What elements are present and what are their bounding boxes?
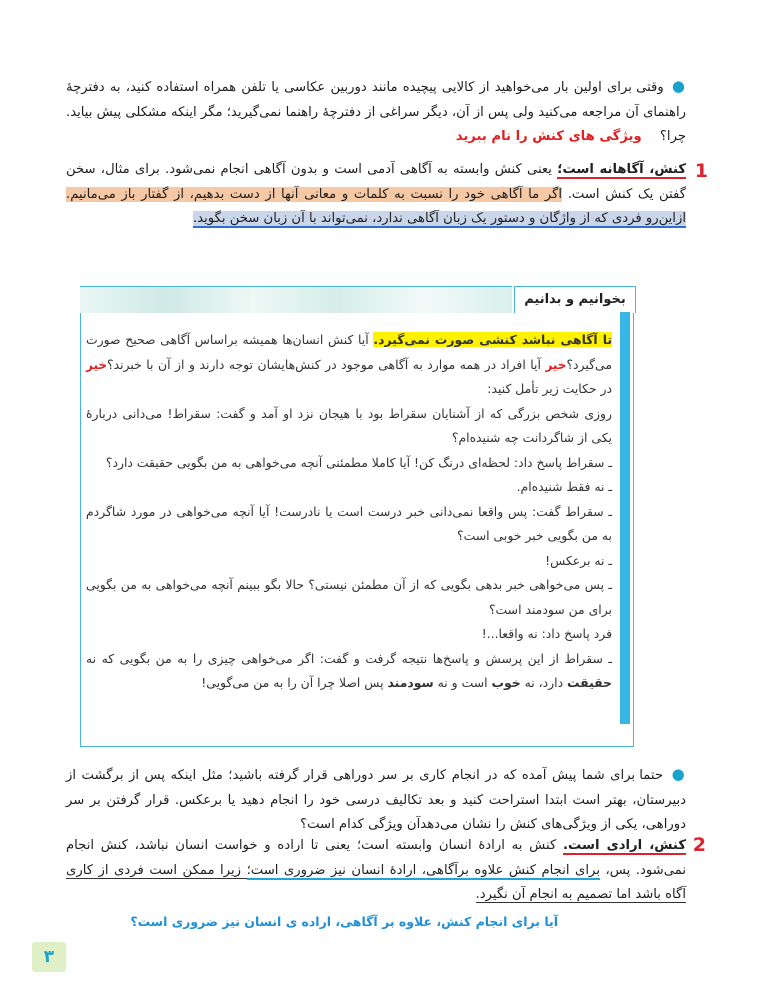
story-line: ـ پس می‌خواهی خبر بدهی بگویی که از آن مطمئن نیستی؟ حالا بگو ببینم آنچه می‌خواهی به من بگویی برای من سودمند است؟ bbox=[86, 577, 612, 617]
conclusion-text: پس اصلا چرا آن را به من می‌گویی! bbox=[201, 675, 388, 690]
box-question-1: آیا کنش انسان‌ها همیشه براساس آگاهی صحیح صورت می‌گیرد؟ bbox=[86, 332, 612, 372]
intro-text: وقتی برای اولین بار می‌خواهید از کالایی پیچیده مانند دوربین عکاسی یا تلفن همراه استفاده کنید، به دفترچهٔ راهنمای آن مراجعه می‌کنید ولی پس از آن، دیگر سراغی از دفترچهٔ راهنما نمی‌گیرید؛ مگر اینکه مشکلی پیش بیاید. چرا؟ bbox=[66, 80, 686, 144]
handwritten-annotation: ویژگی های کنش را نام ببرید bbox=[455, 129, 642, 144]
word-good: خوب bbox=[491, 675, 521, 690]
intro-2-paragraph bbox=[66, 762, 686, 838]
intro-paragraph bbox=[66, 74, 686, 150]
box-side-stripe bbox=[620, 312, 630, 724]
handwritten-note-2: خیر bbox=[86, 357, 108, 372]
box-question-3: در حکایت زیر تأمل کنید: bbox=[487, 381, 612, 396]
box-title: بخوانیم و بدانیم bbox=[514, 286, 636, 313]
conclusion-text: دارد، نه bbox=[520, 675, 568, 690]
story-line: ـ نه فقط شنیده‌ام. bbox=[516, 479, 612, 494]
conclusion-text: ـ سقراط از این پرسش و پاسخ‌ها نتیجه گرفت و گفت: اگر می‌خواهی چیزی را به من بگویی که نه bbox=[86, 650, 612, 666]
handwritten-note-1: خیر bbox=[545, 357, 567, 372]
story-conclusion bbox=[86, 647, 612, 696]
bullet-dot-icon: ● bbox=[671, 765, 686, 783]
section-2-number: 2 bbox=[692, 834, 706, 856]
section-1-highlight-orange: اگر ما آگاهی خود را نسبت به کلمات و معانی آنها از دست بدهیم، از گفتار باز می‌مانیم. bbox=[66, 186, 563, 202]
box-header-pattern bbox=[80, 286, 512, 313]
story-line: روزی شخص بزرگی که از آشنایان سقراط بود با هیجان نزد او آمد و گفت: سقراط! می‌دانی دربارهٔ یکی از شاگردانت چه شنیده‌ام؟ bbox=[86, 405, 612, 445]
section-1-paragraph bbox=[66, 158, 686, 232]
word-truth: حقیقت bbox=[567, 675, 612, 690]
bullet-dot-icon: ● bbox=[671, 77, 686, 95]
intro-2-text: حتما برای شما پیش آمده که در انجام کاری بر سر دوراهی قرار گرفته باشید؛ مثل اینکه پس از برگشت از دبیرستان، بهتر است ابتدا استراحت کنید و بعد تکالیف درسی خود را انجام دهید یا برعکس. قرار گرفتن بر سر دوراهی، یکی از ویژگی‌های کنش را نشان می‌دهدآن ویژگی کدام است؟ bbox=[66, 768, 686, 832]
story-line: ـ سقراط پاسخ داد: لحظه‌ای درنگ کن! آیا کاملا مطمئنی آنچه می‌خواهی به من بگویی حقیقت دارد؟ bbox=[105, 454, 612, 470]
section-2-underline-2: زیرا ممکن است فردی از کاری آگاه باشد اما تصمیم به انجام آن نگیرد. bbox=[66, 862, 686, 902]
story-line: ـ نه برعکس! bbox=[545, 552, 612, 568]
section-1-title: کنش، آگاهانه است؛ bbox=[557, 162, 687, 177]
story-line: فرد پاسخ داد: نه واقعا...! bbox=[481, 626, 612, 641]
section-2-paragraph bbox=[66, 834, 686, 908]
section-1-highlight-blue: ازاین‌رو فردی که از واژگان و دستور یک زبان آگاهی ندارد، نمی‌تواند با آن زبان سخن بگوید. bbox=[192, 211, 686, 226]
box-intro bbox=[86, 328, 612, 402]
box-highlight: تا آگاهی نباشد کنشی صورت نمی‌گیرد. bbox=[373, 332, 613, 347]
word-useful: سودمند bbox=[387, 675, 434, 690]
section-1-text: یعنی کنش وابسته به آگاهی آدمی است و بدون آگاهی انجام نمی‌شود. برای مثال، سخن گفتن یک کنش است. bbox=[66, 162, 686, 202]
section-1-number: 1 bbox=[694, 160, 708, 182]
page-number: ۳ bbox=[32, 942, 66, 972]
story-line: ـ سقراط گفت: پس واقعا نمی‌دانی خبر درست است یا نادرست! آیا آنچه می‌خواهی در مورد شاگردم به من بگویی خبر خوبی است؟ bbox=[86, 503, 612, 543]
box-body bbox=[86, 328, 612, 696]
section-2-title: کنش، ارادی است. bbox=[563, 838, 686, 853]
handwritten-question: آیا برای انجام کنش، علاوه بر آگاهی، اراده ی انسان نیز ضروری است؟ bbox=[130, 914, 558, 929]
box-question-2: آیا افراد در همه موارد به آگاهی موجود در کنش‌هایشان توجه دارند و از آن با خبرند؟ bbox=[107, 356, 546, 372]
section-2-underline-1: برای انجام کنش علاوه برآگاهی، ارادهٔ انسان نیز ضروری است؛ bbox=[246, 862, 600, 878]
section-2-text: کنش به ارادهٔ انسان وابسته است؛ یعنی تا اراده و خواست انسان نباشد، کنش انجام نمی‌شود. پس، bbox=[66, 838, 686, 878]
conclusion-text: است و نه bbox=[433, 675, 492, 690]
